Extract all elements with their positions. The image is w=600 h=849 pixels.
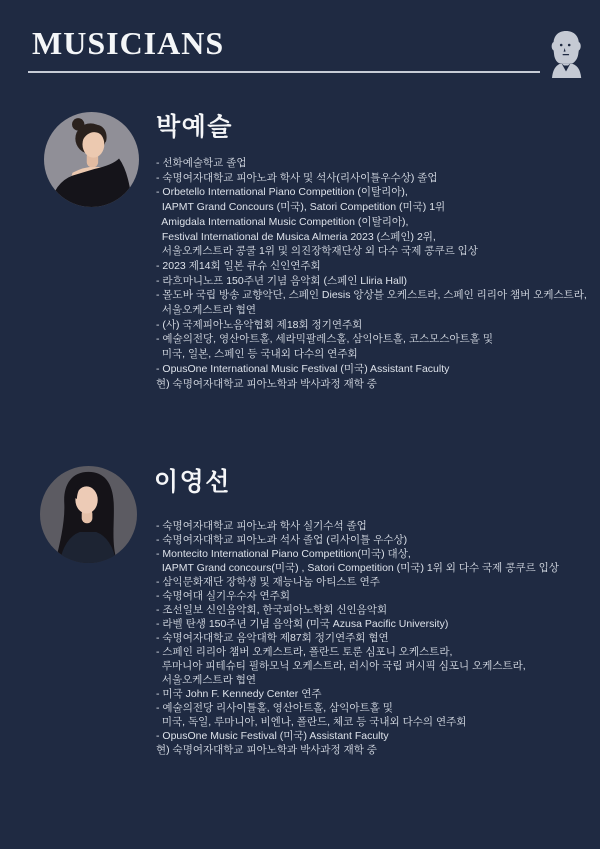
bio-line: 현) 숙명여자대학교 피아노학과 박사과정 재학 중 xyxy=(156,744,377,756)
bio-line: - 숙명여자대학교 음악대학 제87회 정기연주회 협연 xyxy=(156,632,389,644)
bio-line: 서울오케스트라 콩쿨 1위 및 의진장학재단상 외 다수 국제 콩쿠르 입상 xyxy=(156,245,478,258)
portrait-photo-2 xyxy=(40,466,137,563)
bio-line: - 라흐마니노프 150주년 기념 음악회 (스페인 Lliria Hall) xyxy=(156,274,407,287)
musician-bio-list xyxy=(156,519,559,757)
bio-line: 미국, 독일, 루마니아, 비엔나, 폴란드, 체코 등 국내외 다수의 연주회 xyxy=(156,716,467,728)
bio-line: - 조선일보 신인음악회, 한국피아노학회 신인음악회 xyxy=(156,604,388,616)
bio-line: 루마니아 피테슈티 필하모닉 오케스트라, 러시아 국립 퍼시픽 심포니 오케스트라, xyxy=(156,660,526,672)
bio-line: 서울오케스트라 협연 xyxy=(156,304,257,317)
bio-line: - 스페인 리리아 챔버 오케스트라, 폴란드 토룬 심포니 오케스트라, xyxy=(156,646,453,658)
musician-name: 박예슬 xyxy=(156,113,233,141)
bio-line: - OpusOne Music Festival (미국) Assistant Faculty xyxy=(156,730,389,742)
bio-line: 서울오케스트라 협연 xyxy=(156,674,257,686)
bio-line: - 숙명여자대학교 피아노과 학사 실기수석 졸업 xyxy=(156,520,367,532)
bio-line: - 예술의전당, 영산아트홀, 세라믹팔레스홀, 삼익아트홀, 코스모스아트홀 및 xyxy=(156,333,493,346)
bio-line: - 2023 제14회 일본 큐슈 신인연주회 xyxy=(156,259,321,272)
musician-bio-list xyxy=(156,156,587,391)
composer-silhouette-icon xyxy=(547,30,585,78)
bio-line: - 선화예술학교 졸업 xyxy=(156,157,247,169)
bio-line: - 몰도바 국립 방송 교향악단, 스페인 Diesis 앙상블 오케스트라, 스페인 리리아 챔버 오케스트라, xyxy=(156,289,587,302)
bio-line: - 미국 John F. Kennedy Center 연주 xyxy=(156,688,322,700)
bio-line: 미국, 일본, 스페인 등 국내외 다수의 연주회 xyxy=(156,348,358,361)
bio-line: 현) 숙명여자대학교 피아노학과 박사과정 재학 중 xyxy=(156,377,377,390)
bio-line: - 삼익문화재단 장학생 및 재능나눔 아티스트 연주 xyxy=(156,576,380,588)
bio-line: - Orbetello International Piano Competition (이탈리아), xyxy=(156,186,408,199)
bio-line: Festival International de Musica Almeria 2023 (스페인) 2위, xyxy=(156,230,436,243)
bio-line: IAPMT Grand concours(미국) , Satori Competition (미국) 1위 외 다수 국제 콩쿠르 입상 xyxy=(156,562,559,574)
bio-line: Amigdala International Music Competition (이탈리아), xyxy=(156,215,409,228)
musician-name: 이영선 xyxy=(154,468,231,496)
bio-line: - 숙명여자대학교 피아노과 학사 및 석사(리사이틀우수상) 졸업 xyxy=(156,171,438,184)
portrait-photo-1 xyxy=(44,112,139,207)
bio-line: - OpusOne International Music Festival (미국) Assistant Faculty xyxy=(156,362,450,375)
bio-line: - 숙명여대 실기우수자 연주회 xyxy=(156,590,290,602)
bio-line: - 숙명여자대학교 피아노과 석사 졸업 (리사이틀 우수상) xyxy=(156,534,408,546)
bio-line: - Montecito International Piano Competition(미국) 대상, xyxy=(156,548,411,560)
page-title: MUSICIANS xyxy=(32,25,225,61)
bio-line: IAPMT Grand Concours (미국), Satori Competition (미국) 1위 xyxy=(156,201,446,214)
bio-line: - (사) 국제피아노음악협회 제18회 정기연주회 xyxy=(156,318,363,331)
bio-line: - 예술의전당 리사이틀홀, 영산아트홀, 삼익아트홀 및 xyxy=(156,702,393,714)
title-underline xyxy=(28,71,540,73)
bio-line: - 라벨 탄생 150주년 기념 음악회 (미국 Azusa Pacific University) xyxy=(156,618,449,630)
